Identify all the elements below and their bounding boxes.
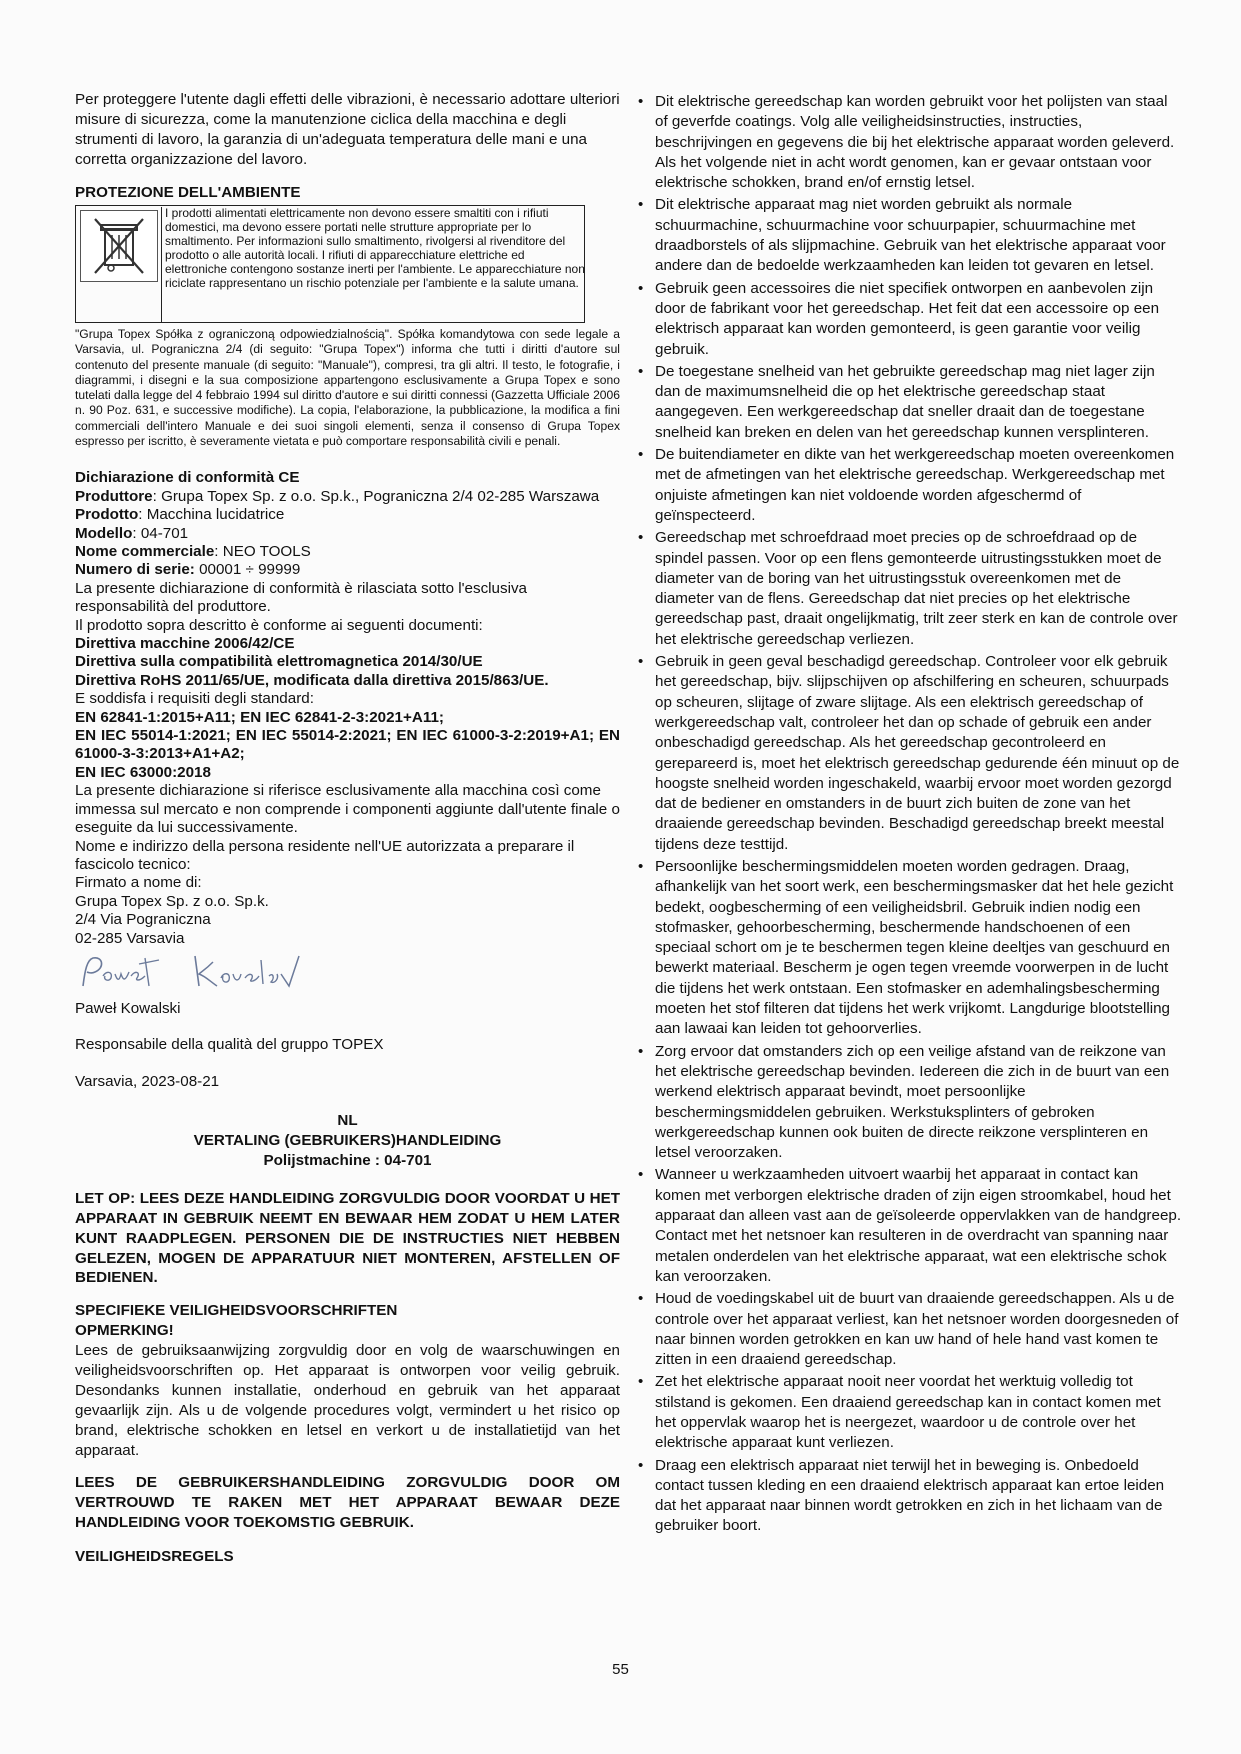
handwritten-signature: [75, 950, 620, 996]
copyright-notice: "Grupa Topex Spółka z ograniczoną odpowiedzialnością". Spółka komandytowa con sede legale a Varsavia, ul. Pograniczna 2/4 (di seguito: "Grupa Topex") informa che tutti i diritti d'autore sul contenuto del presente manuale (di seguito: "Manuale"), compresi, tra gli altri. Il testo, le fotografie, i diagrammi, i disegni e la sua composizione appartengono esclusivamente a Grupa Topex e sono tutelati dalla legge del 4 febbraio 1994 sul diritto d'autore e sui diritti connessi (Gazzetta Ufficiale 2006 n. 90 Poz. 631, e successive modifiche). La copia, l'elaborazione, la pubblicazione, la modifica a fini commerciali dell'intero Manuale e dei suoi singoli elementi, senza il consenso di Grupa Topex espresso per iscritto, è severamente vietata e può comportare responsabilità civili e penali.: [75, 327, 620, 449]
standards-intro: E soddisfa i requisiti degli standard:: [75, 690, 314, 708]
address-line-2: 2/4 Via Pograniczna: [75, 911, 211, 929]
responsibility-text: La presente dichiarazione di conformità è rilasciata sotto l'esclusiva responsabilità del produttore.: [75, 579, 528, 616]
list-item: • De buitendiameter en dikte van het werkgereedschap moeten overeenkomen met de afmetingen van het elektrische gereedschap. Werkgereedschap met onjuiste afmetingen kan niet voldoende worden afgeschermd of geïnspecteerd.: [638, 445, 1183, 526]
vibration-paragraph: Per proteggere l'utente dagli effetti delle vibrazioni, è necessario adottare ulteriori misure di sicurezza, come la manutenzione ciclica della macchina e degli strumenti di lavoro, la garanzia di un'adeguata temperatura delle mani e una corretta organizzazione del lavoro.: [75, 91, 620, 168]
product-line: Prodotto: Macchina lucidatrice: [75, 506, 285, 524]
ce-declaration: [75, 469, 620, 1091]
nl-intro-body: Lees de gebruiksaanwijzing zorgvuldig door en volg de waarschuwingen en veiligheidsvoorschriften op. Het apparaat is ontworpen voor veilig gebruik. Desondanks kunnen installatie, onderhoud en gebruik van het apparaat gevaarlijk zijn. Als u de volgende procedures volgt, vermindert u het risico op brand, elektrische schokken en letsel en verkort u de installatietijd van het apparaat.: [75, 1342, 620, 1460]
environment-box: [75, 205, 585, 323]
signer-name: Paweł Kowalski: [75, 999, 181, 1017]
signer-role: Responsabile della qualità del gruppo TOPEX: [75, 1036, 384, 1054]
directive-emc: Direttiva sulla compatibilità elettromagnetica 2014/30/UE: [75, 653, 483, 671]
list-item: • Draag een elektrisch apparaat niet terwijl het in beweging is. Onbedoeld contact tussen kleding en een draaiend elektrisch apparaat kan ertoe leiden dat het apparaat naar binnen wordt getrokken en zich in het lichaam van de gebruiker boort.: [638, 1456, 1183, 1537]
directive-machinery: Direttiva macchine 2006/42/CE: [75, 635, 295, 653]
declaration-title: Dichiarazione di conformità CE: [75, 469, 300, 487]
safety-bullet-list: [638, 92, 1183, 1537]
address-line-3: 02-285 Varsavia: [75, 929, 185, 947]
language-code: NL: [337, 1112, 358, 1130]
list-item: • Zet het elektrische apparaat nooit neer voordat het werktuig volledig tot stilstand is gekomen. Een draaiend gereedschap kan in contact komen met het oppervlak waarop het is neergezet, waardoor u de controle over het elektrische apparaat kunt verliezen.: [638, 1372, 1183, 1453]
conformity-text: Il prodotto sopra descritto è conforme ai seguenti documenti:: [75, 616, 483, 634]
list-item: • Dit elektrische gereedschap kan worden gebruikt voor het polijsten van staal of geverfde coatings. Volg alle veiligheidsinstructies, instructies, beschrijvingen en gegevens die bij het elektrische apparaat worden geleverd. Als het volgende niet in acht wordt genomen, kan er gevaar ontstaan voor elektrische schokken, brand en/of ernstig letsel.: [638, 92, 1183, 193]
standards-line-3: EN IEC 63000:2018: [75, 763, 211, 781]
nl-safety-rules-heading: VEILIGHEIDSREGELS: [75, 1548, 234, 1566]
crossed-bin-icon: [80, 210, 158, 282]
list-item: • Wanneer u werkzaamheden uitvoert waarbij het apparaat in contact kan komen met verborgen elektrische draden of zijn eigen stroomkabel, houd het apparaat dan alleen vast aan de geïsoleerde oppervlakken van de handgreep. Contact met het netsnoer kan resulteren in de overdracht van spanning naar metalen onderdelen van het elektrische apparaat, wat een elektrische schok kan veroorzaken.: [638, 1165, 1183, 1287]
nl-warning-2: LEES DE GEBRUIKERSHANDLEIDING ZORGVULDIG DOOR OM VERTROUWD TE RAKEN MET HET APPARAAT BEWAAR DEZE HANDLEIDING VOOR TOEKOMSTIG GEBRUIK.: [75, 1474, 620, 1532]
nl-warning: LET OP: LEES DEZE HANDLEIDING ZORGVULDIG DOOR VOORDAT U HET APPARAAT IN GEBRUIK NEEMT EN BEWAAR HEM ZODAT U HEM LATER KUNT RAADPLEGEN. PERSONEN DIE DE INSTRUCTIES NIET HEBBEN GELEZEN, MOGEN DE APPARATUUR NIET MONTEREN, AFSTELLEN OF BEDIENEN.: [75, 1190, 620, 1287]
right-column: [638, 92, 1183, 1539]
list-item: • Gebruik in geen geval beschadigd gereedschap. Controleer voor elk gebruik het gereedschap, bijv. slijpschijven op afschilfering en scheuren, schuurpads op scheuren, slijtage of zware slijtage. Als een elektrisch gereedschap of werkgereedschap valt, controleer het dan op schade of gebruik een ander onbeschadigd gereedschap. Als het gereedschap gecontroleerd en gerepareerd is, moet het elektrisch gereedschap gedurende één minuut op de hoogste snelheid worden ingeschakeld, waarbij ervoor moet worden gezorgd dat de bediener en omstanders in de buurt zich buiten de zone van het draaiende gereedschap bevinden. Beschadigd gereedschap breekt meestal tijdens deze testtijd.: [638, 652, 1183, 855]
page-number: 55: [612, 1661, 629, 1678]
scope-text: La presente dichiarazione si riferisce esclusivamente alla macchina così come immessa sul mercato e non comprende i componenti aggiunte dall'utente finale o eseguite da lui successivamente.: [75, 782, 620, 837]
list-item: • Houd de voedingskabel uit de buurt van draaiende gereedschappen. Als u de controle over het apparaat verliest, kan het netsnoer worden doorgesneden of naar binnen worden getrokken en kan uw hand of hele hand vast komen te zitten in een draaiend gereedschap.: [638, 1289, 1183, 1370]
model-line: Modello: 04-701: [75, 524, 189, 542]
standards-line-2: EN IEC 55014-1:2021; EN IEC 55014-2:2021; EN IEC 61000-3-2:2019+A1; EN 61000-3-3:2013+A1+A2;: [75, 727, 620, 763]
left-column: [75, 90, 620, 1567]
trade-name-line: Nome commerciale: NEO TOOLS: [75, 543, 311, 560]
nl-specific-safety-heading: SPECIFIEKE VEILIGHEIDSVOORSCHRIFTEN: [75, 1302, 398, 1320]
list-item: • Persoonlijke beschermingsmiddelen moeten worden gedragen. Draag, afhankelijk van het soort werk, een beschermingsmasker dat het hele gezicht bedekt, oogbescherming of een veiligheidsbril. Gebruik indien nodig een stofmasker, gehoorbescherming, beschermende handschoenen of een speciaal schort om je te beschermen tegen kleine deeltjes van geschuurd en bewerkt materiaal. Bescherm je ogen tegen vreemde voorwerpen in de lucht die tijdens het werk ontstaan. Een stofmasker en ademhalingsbescherming moeten het stof filteren dat tijdens het werk vrijkomt. Langdurige blootstelling aan lawaai kan leiden tot gehoorverlies.: [638, 857, 1183, 1040]
list-item: • Dit elektrische apparaat mag niet worden gebruikt als normale schuurmachine, schuurmachine voor schuurpapier, schuurmachine met draadborstels of als slijpmachine. Gebruik van het elektrische apparaat voor andere dan de bedoelde werkzaamheden kan leiden tot gevaren en letsel.: [638, 195, 1183, 276]
directive-rohs: Direttiva RoHS 2011/65/UE, modificata dalla direttiva 2015/863/UE.: [75, 671, 549, 689]
place-and-date: Varsavia, 2023-08-21: [75, 1072, 220, 1090]
environment-heading: PROTEZIONE DELL'AMBIENTE: [75, 184, 301, 201]
environment-text: I prodotti alimentati elettricamente non devono essere smaltiti con i rifiuti domestici, ma devono essere portati nelle strutture appropriate per lo smaltimento. Per informazioni sullo smaltimento, rivolgersi al rivenditore del prodotto o alle autorità locali. I rifiuti di apparecchiature elettriche ed elettroniche contengono sostanze inerti per l'ambiente. Le apparecchiature non riciclate rappresentano un rischio potenziale per l'ambiente e la salute umana.: [161, 207, 585, 323]
authorized-person-text: Nome e indirizzo della persona residente nell'UE autorizzata a preparare il fascicolo tecnico:: [75, 837, 575, 873]
nl-note-heading: OPMERKING!: [75, 1322, 174, 1340]
nl-manual-title: VERTALING (GEBRUIKERS)HANDLEIDING: [193, 1132, 502, 1150]
list-item: • De toegestane snelheid van het gebruikte gereedschap mag niet lager zijn dan de maximumsnelheid die op het elektrische gereedschap staat aangegeven. Een werkgereedschap dat sneller draait dan de toegestane snelheid kan breken en delen van het gereedschap kunnen versplinteren.: [638, 362, 1183, 443]
standards-line-1: EN 62841-1:2015+A11; EN IEC 62841-2-3:2021+A11;: [75, 708, 444, 726]
address-line-1: Grupa Topex Sp. z o.o. Sp.k.: [75, 892, 269, 910]
signed-for: Firmato a nome di:: [75, 874, 202, 892]
list-item: • Gebruik geen accessoires die niet specifiek ontworpen en aanbevolen zijn door de fabrikant voor het gereedschap. Het feit dat een accessoire op een elektrisch apparaat kan worden gemonteerd, is geen garantie voor veilig gebruik.: [638, 279, 1183, 360]
serial-number-line: Numero di serie: 00001 ÷ 99999: [75, 561, 301, 579]
nl-manual-subtitle: Polijstmachine : 04-701: [263, 1152, 432, 1170]
producer-line: Produttore: Grupa Topex Sp. z o.o. Sp.k., Pograniczna 2/4 02-285 Warszawa: [75, 487, 600, 505]
list-item: • Zorg ervoor dat omstanders zich op een veilige afstand van de reikzone van het elektrische gereedschap bevinden. Iedereen die zich in de buurt van een werkend elektrisch apparaat bevindt, moet persoonlijke beschermingsmiddelen gebruiken. Werkstuksplinters of gebroken werkgereedschap kunnen ook buiten de directe reikzone versplinteren en letsel veroorzaken.: [638, 1042, 1183, 1164]
list-item: • Gereedschap met schroefdraad moet precies op de schroefdraad op de spindel passen. Voor op een flens gemonteerde uitrustingsstukken moet de diameter van de boring van het uitrustingsstuk overeenkomen met de diameter van de flens. Gereedschap dat niet precies op het elektrische gereedschap past, draait ongelijkmatig, trilt zeer sterk en kan de controle over het elektrische gereedschap verliezen.: [638, 528, 1183, 650]
